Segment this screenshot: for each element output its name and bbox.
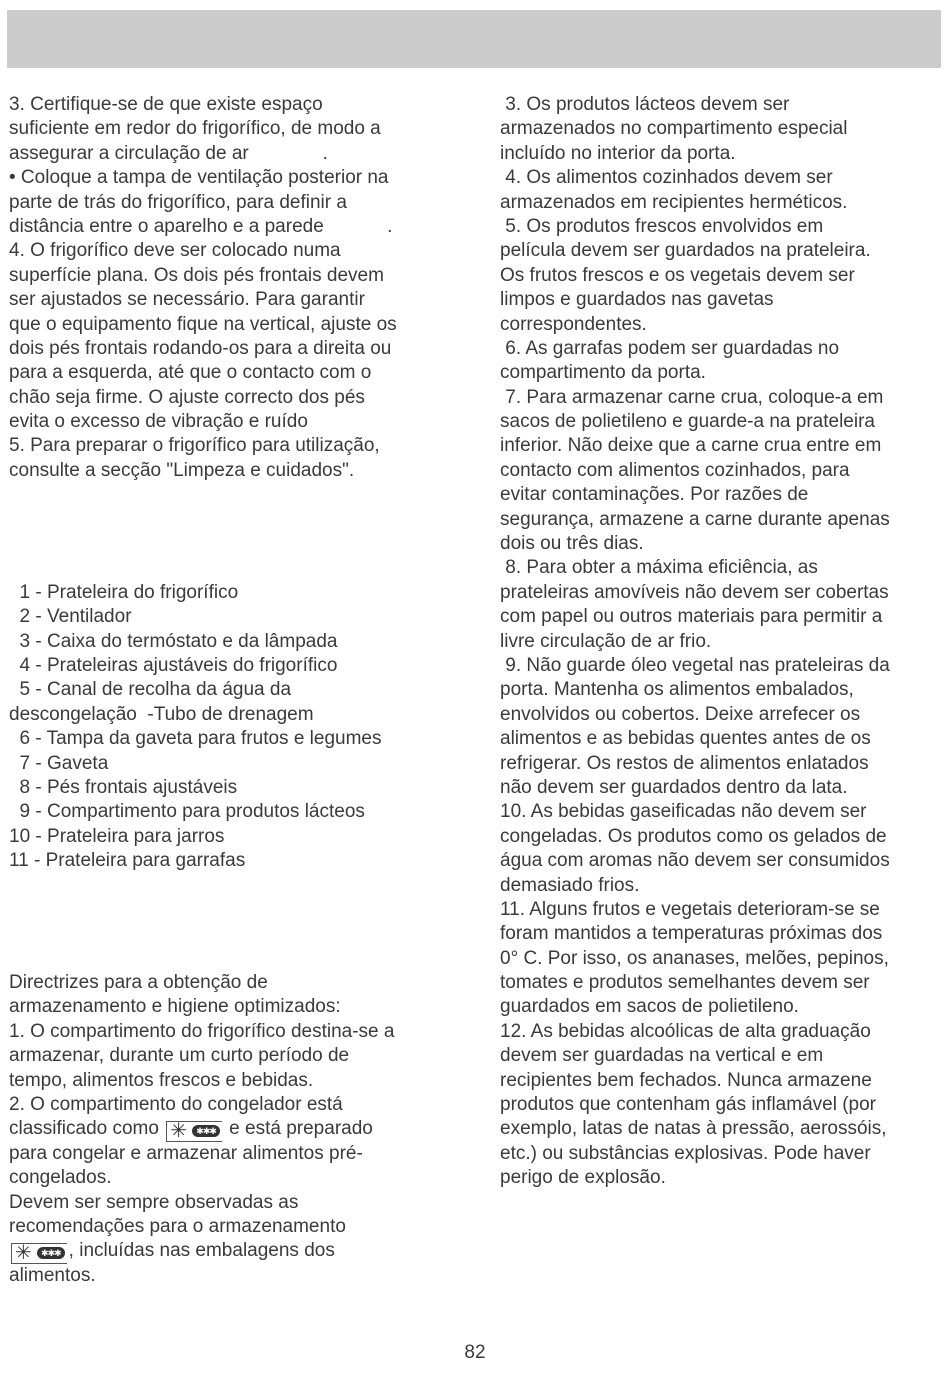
text-line: sacos de polietileno e guarde-a na prateleira [500,411,875,433]
freezer-rating-line-2 [9,1239,479,1263]
text-line: compartimento da porta. [500,362,706,384]
text-line: 9. Não guarde óleo vegetal nas prateleiras da [500,654,890,676]
text-line: com papel ou outros materiais para permitir a [500,606,883,628]
text-line [9,532,479,556]
text-line: refrigerar. Os restos de alimentos enlatados [500,752,869,774]
freezer-star-rating-icon [166,1121,222,1142]
text-line: para congelar e armazenar alimentos pré- [9,1142,363,1164]
text-line [9,874,479,898]
text-line: guardados em sacos de polietileno. [500,996,799,1018]
text-line: 3. Os produtos lácteos devem ser [500,94,790,115]
text-line: Devem ser sempre observadas as [9,1191,299,1213]
text-line: dois pés frontais rodando-os para a direita ou [9,337,392,359]
text-line: 5. Para preparar o frigorífico para utilização, [9,435,380,457]
text-line: 8. Para obter a máxima eficiência, as [500,557,818,579]
text-line: distância entre o aparelho e a parede . [9,215,393,237]
text-line: 3 - Caixa do termóstato e da lâmpada [9,630,338,652]
text-line: envolvidos ou cobertos. Deixe arrefecer os [500,703,861,725]
header-bar [7,10,941,68]
freezer-star-icon: ✳ [15,1242,32,1265]
text-line: perigo de explosão. [500,1167,666,1189]
page-number: 82 [464,1342,486,1363]
text-line: 7 - Gaveta [9,752,109,774]
text-line: 6 - Tampa da gaveta para frutos e legumes [9,728,382,750]
text-line: 12. As bebidas alcoólicas de alta graduação [500,1020,871,1042]
text-line: segurança, armazene a carne durante apenas [500,508,890,530]
text-line [9,947,479,971]
text-line: devem ser guardadas na vertical e em [500,1045,824,1067]
freezer-star-rating-icon-2 [11,1243,67,1264]
text-line: 0° C. Por isso, os ananases, melões, pepinos, [500,947,889,969]
text-line: inferior. Não deixe que a carne crua entre em [500,435,882,457]
text-line: exemplo, latas de natas à pressão, aerossóis, [500,1118,887,1140]
three-star-pill-icon: ✱✱✱ [192,1125,220,1137]
text-line: 9 - Compartimento para produtos lácteos [9,801,365,823]
text-line: evitar contaminações. Por razões de [500,484,809,506]
text-line: armazenados em recipientes herméticos. [500,191,848,213]
text-line: prateleiras amovíveis não devem ser cobertas [500,581,889,603]
text-line [9,508,479,532]
text-line: 2 - Ventilador [9,606,132,628]
text-line: superfície plana. Os dois pés frontais devem [9,264,384,286]
left-column-end [9,1264,479,1288]
text-line [9,556,479,580]
text-line: consulte a secção "Limpeza e cuidados". [9,459,355,481]
text-line: incluído no interior da porta. [500,142,736,164]
text-line: água com aromas não devem ser consumidos [500,850,890,872]
text-line: alimentos e as bebidas quentes antes de os [500,728,871,750]
text-line: Os frutos frescos e os vegetais devem ser [500,264,855,286]
text-line: 11 - Prateleira para garrafas [9,850,246,872]
text-line: 1 - Prateleira do frigorífico [9,581,239,603]
text-line: recomendações para o armazenamento [9,1215,346,1237]
text-line: ser ajustados se necessário. Para garantir [9,289,365,311]
text-line: não devem ser guardados dentro da lata. [500,776,848,798]
text-line: etc.) ou substâncias explosivas. Pode haver [500,1142,871,1164]
text-line: 6. As garrafas podem ser guardadas no [500,337,840,359]
rating-line-after: e está preparado [223,1118,373,1140]
text-line: correspondentes. [500,313,647,335]
text-line: foram mantidos a temperaturas próximas dos [500,923,883,945]
three-star-pill-icon: ✱✱✱ [37,1247,65,1259]
text-line: produtos que contenham gás inflamável (por [500,1094,877,1116]
text-line: porta. Mantenha os alimentos embalados, [500,679,854,701]
text-line: recipientes bem fechados. Nunca armazene [500,1069,872,1091]
text-line: tempo, alimentos frescos e bebidas. [9,1069,314,1091]
text-line: contacto com alimentos cozinhados, para [500,459,850,481]
text-line: 4. Os alimentos cozinhados devem ser [500,167,833,189]
text-line: para a esquerda, até que o contacto com o [9,362,372,384]
text-line: suficiente em redor do frigorífico, de modo a [9,118,381,140]
text-line: Directrizes para a obtenção de [9,972,268,994]
text-line: armazenamento e higiene optimizados: [9,996,341,1018]
text-line [9,898,479,922]
text-line: película devem ser guardados na prateleira. [500,240,871,262]
left-column [9,93,479,1288]
text-line: armazenados no compartimento especial [500,118,848,140]
text-line [9,922,479,946]
text-line: evita o excesso de vibração e ruído [9,411,308,433]
text-line: 11. Alguns frutos e vegetais deterioram-se se [500,898,880,920]
right-column-lines [500,93,940,1191]
right-column [500,93,940,1191]
text-line: descongelação -Tubo de drenagem [9,703,314,725]
text-line: demasiado frios. [500,874,640,896]
text-line: livre circulação de ar frio. [500,630,712,652]
text-line: dois ou três dias. [500,533,644,555]
text-line: 5. Os produtos frescos envolvidos em [500,215,824,237]
text-line: 3. Certifique-se de que existe espaço [9,94,323,115]
text-line: • Coloque a tampa de ventilação posterior na [9,167,389,189]
rating-line2-after: , incluídas nas embalagens dos [68,1240,335,1262]
text-line: alimentos. [9,1264,96,1286]
freezer-rating-line [9,1117,479,1141]
text-line: limpos e guardados nas gavetas [500,289,774,311]
text-line [9,483,479,507]
text-line: 8 - Pés frontais ajustáveis [9,776,238,798]
text-line: que o equipamento fique na vertical, ajuste os [9,313,397,335]
freezer-star-icon: ✳ [170,1120,187,1143]
text-line: 10 - Prateleira para jarros [9,825,225,847]
text-line: chão seja firme. O ajuste correcto dos pés [9,386,365,408]
text-line: assegurar a circulação de ar . [9,142,328,164]
text-line: 4 - Prateleiras ajustáveis do frigorífico [9,654,338,676]
text-line: 10. As bebidas gaseificadas não devem ser [500,801,867,823]
text-line: 1. O compartimento do frigorífico destina-se a [9,1020,395,1042]
left-column-lines [9,93,479,1117]
rating-line-before: classificado como [9,1118,165,1140]
text-line: tomates e produtos semelhantes devem ser [500,972,870,994]
text-line: armazenar, durante um curto período de [9,1045,350,1067]
text-line: 2. O compartimento do congelador está [9,1094,343,1116]
left-column-tail [9,1142,479,1240]
text-line: parte de trás do frigorífico, para definir a [9,191,347,213]
text-line: 4. O frigorífico deve ser colocado numa [9,240,341,262]
text-line: congelados. [9,1167,112,1189]
text-line: congeladas. Os produtos como os gelados de [500,825,887,847]
text-line: 7. Para armazenar carne crua, coloque-a em [500,386,884,408]
text-line: 5 - Canal de recolha da água da [9,679,292,701]
